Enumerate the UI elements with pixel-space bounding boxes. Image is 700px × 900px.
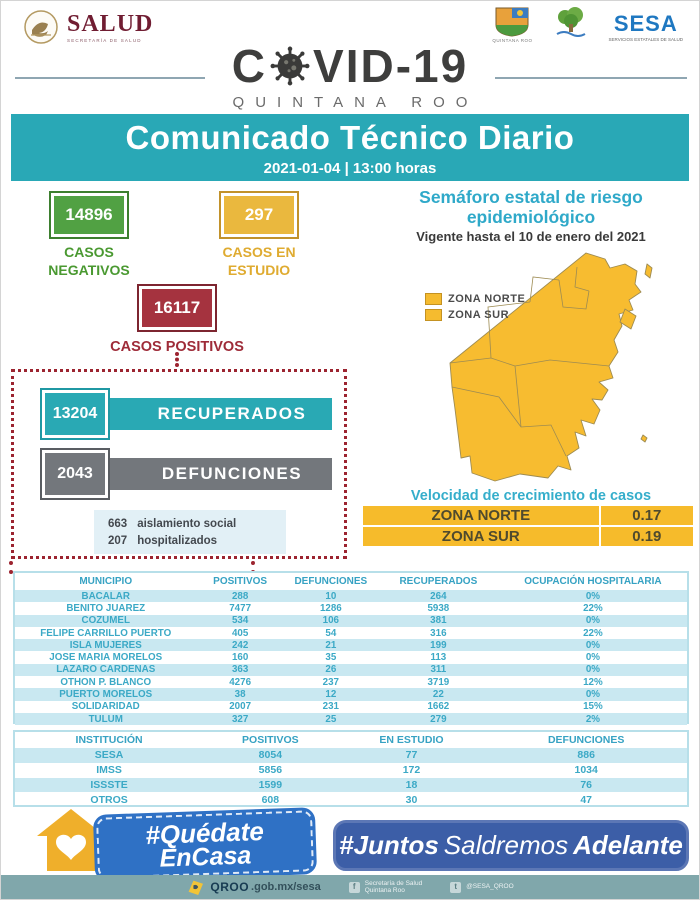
cell-ocupacion: 0% [585,590,600,602]
table-row [15,778,687,793]
table-row [15,701,687,713]
cell-defunciones: 26 [325,664,337,676]
cell-defunciones: 1286 [319,602,342,614]
study-cases-value: 297 [219,191,299,239]
cell-municipio: COZUMEL [81,615,130,627]
cell-ocupacion: 22% [583,627,603,639]
cell-institucion: IMSS [96,764,122,777]
state-map-icon [429,249,699,487]
municipalities-table-header [15,573,687,590]
cell-defunciones: 231 [322,701,340,713]
cell-defunciones: 76 [580,778,593,791]
cell-defunciones: 237 [322,676,340,688]
cell-ocupacion: 22% [583,602,603,614]
cell-positivos: 327 [231,713,249,725]
table-row [15,602,687,614]
dotted-connector [175,352,179,367]
cell-positivos: 38 [234,689,246,701]
recovered-value: 13204 [40,388,110,440]
cell-defunciones: 47 [580,793,593,806]
negative-cases-value: 14896 [49,191,129,239]
col-defunciones: DEFUNCIONES [547,734,625,746]
map-legend [425,293,525,325]
positive-cases-label: CASOS POSITIVOS [110,339,244,355]
active-cases-detail-box [94,510,286,554]
cell-defunciones: 12 [325,689,337,701]
cell-en-estudio: 18 [405,778,418,791]
cell-recuperados: 311 [430,664,447,676]
quedate-line2: EnCasa [159,840,252,873]
cell-municipio: LAZARO CARDENAS [56,664,156,676]
growth-velocity-table [363,506,693,548]
shield-caption: QUINTANA ROO [492,38,533,43]
facebook-icon: f [349,882,360,893]
municipalities-table-body [15,590,687,725]
velocity-row-north [363,506,693,525]
cell-positivos: 363 [231,664,249,676]
cell-institucion: SESA [94,749,124,762]
title-c: C [231,40,268,92]
sesa-logo [609,7,683,42]
isolation-row [108,518,286,530]
positive-breakdown-box [11,369,347,559]
cell-defunciones: 106 [322,615,340,627]
cell-ocupacion: 12% [583,676,603,688]
juntos-word2: Saldremos [443,830,569,860]
table-row [15,651,687,663]
col-ocupacion: OCUPACIÓN HOSPITALARIA [524,576,662,587]
banner-datetime: 2021-01-04 | 13:00 horas [263,160,437,177]
juntos-saldremos-banner [333,820,689,871]
table-row [15,627,687,639]
table-row [15,676,687,688]
quedate-line1: #Quédate [144,815,265,850]
cell-municipio: SOLIDARIDAD [71,701,140,713]
deaths-bar: DEFUNCIONES [72,458,332,490]
institutions-table-body [15,748,687,807]
legend-row-south [425,309,525,321]
cell-recuperados: 316 [430,627,447,639]
shield-icon [493,7,531,37]
cell-positivos: 8054 [258,749,283,762]
cell-defunciones: 886 [577,749,595,762]
cell-positivos: 7477 [229,602,252,614]
zone-south-swatch [425,309,442,321]
quedate-en-casa-badge [96,810,314,879]
website-link[interactable] [186,879,320,895]
cell-municipio: FELIPE CARRILLO PUERTO [40,627,172,639]
hospitalized-value: 207 [108,534,128,547]
cell-ocupacion: 2% [585,713,600,725]
header-logos-right [492,7,683,43]
table-row [15,639,687,651]
cell-defunciones: 25 [325,713,337,725]
tree-logo [551,7,591,39]
cell-en-estudio: 77 [405,749,418,762]
cell-recuperados: 113 [430,652,447,664]
cell-positivos: 1599 [258,778,283,791]
footer-bar [1,875,699,899]
traffic-light-validity: Vigente hasta el 10 de enero del 2021 [416,229,646,244]
qroo-flag-icon [186,879,204,895]
cell-defunciones: 21 [325,639,337,651]
salud-logo [23,9,153,45]
cell-positivos: 2007 [229,701,252,713]
sesa-caption: SERVICIOS ESTATALES DE SALUD [608,37,683,42]
recovered-bar: RECUPERADOS [72,398,332,430]
cell-recuperados: 199 [430,639,447,651]
deaths-value: 2043 [40,448,110,500]
quintana-roo-shield-logo [492,7,532,43]
twitter-link[interactable] [450,882,513,893]
cell-positivos: 5856 [258,764,283,777]
cell-municipio: PUERTO MORELOS [59,689,153,701]
hospitalized-row [108,535,286,547]
virus-icon [269,45,311,87]
table-row [15,615,687,627]
velocity-row-south [363,527,693,546]
col-positivos: POSITIVOS [242,734,299,746]
hospitalized-label: hospitalizados [137,534,218,547]
table-row [15,748,687,763]
facebook-label-line2: Quintana Roo [364,887,405,894]
cell-municipio: BACALAR [81,590,130,602]
cell-en-estudio: 30 [405,793,418,806]
cell-ocupacion: 15% [583,701,603,713]
traffic-light-title: Semáforo estatal de riesgo epidemiológico [419,187,643,228]
study-cases-label: CASOS EN ESTUDIO [222,244,296,278]
cell-recuperados: 3719 [427,676,450,688]
col-institucion: INSTITUCIÓN [75,734,143,746]
juntos-word1: #Juntos [339,830,439,860]
daily-report-banner [11,114,689,181]
col-recuperados: RECUPERADOS [399,576,478,587]
twitter-icon: t [450,882,461,893]
eagle-emblem-icon [23,9,59,45]
cell-municipio: OTHON P. BLANCO [60,676,152,688]
cell-positivos: 405 [231,627,249,639]
cell-positivos: 242 [231,639,249,651]
institutions-table [13,730,689,807]
table-row [15,763,687,778]
cell-en-estudio: 172 [402,764,421,777]
table-row [15,590,687,602]
salud-caption: SECRETARÍA DE SALUD [67,37,142,43]
institutions-table-header [15,732,687,748]
cell-institucion: OTROS [90,793,128,806]
facebook-link[interactable] [349,880,422,895]
cell-municipio: ISLA MUJERES [69,639,142,651]
cell-recuperados: 381 [430,615,447,627]
salud-wordmark: SALUD [67,10,154,37]
cell-defunciones: 54 [325,627,337,639]
quintana-roo-map [429,249,699,487]
cell-defunciones: 10 [325,590,337,602]
cell-positivos: 288 [231,590,249,602]
zone-south-label: ZONA SUR [448,309,510,321]
website-domain: QROO [210,880,250,894]
zone-north-swatch [425,293,442,305]
banner-title: Comunicado Técnico Diario [125,119,575,156]
cell-recuperados: 264 [430,590,447,602]
title-rest: VID-19 [313,40,469,92]
cell-ocupacion: 0% [585,652,600,664]
table-row [15,664,687,676]
juntos-word3: Adelante [573,830,683,860]
cell-ocupacion: 0% [585,639,600,651]
col-positivos: POSITIVOS [213,576,268,587]
cell-positivos: 534 [231,615,249,627]
legend-row-north [425,293,525,305]
cell-recuperados: 22 [432,689,444,701]
table-row [15,792,687,807]
cell-positivos: 4276 [229,676,252,688]
title-subtitle: QUINTANA ROO [232,94,479,111]
isolation-value: 663 [108,517,128,530]
velocity-value: 0.17 [632,507,662,524]
table-row [15,688,687,700]
col-defunciones: DEFUNCIONES [294,576,368,587]
cell-defunciones: 1034 [574,764,598,777]
cell-municipio: TULUM [88,713,123,725]
cell-recuperados: 5938 [427,602,450,614]
cell-ocupacion: 0% [585,664,600,676]
negative-cases-label: CASOS NEGATIVOS [48,244,130,278]
cell-municipio: JOSE MARIA MORELOS [49,652,163,664]
twitter-handle: @SESA_QROO [466,883,514,891]
velocity-zone: ZONA SUR [363,527,601,546]
velocity-value: 0.19 [632,528,662,545]
positive-cases-value: 16117 [137,284,217,332]
col-en-estudio: EN ESTUDIO [379,734,444,746]
website-path: .gob.mx/sesa [251,881,321,893]
municipalities-table [13,571,689,724]
cell-defunciones: 35 [325,652,337,664]
cell-municipio: BENITO JUAREZ [66,602,146,614]
cell-ocupacion: 0% [585,615,600,627]
col-municipio: MUNICIPIO [79,576,133,587]
zone-north-label: ZONA NORTE [448,293,526,305]
cell-recuperados: 1662 [427,701,450,713]
cell-institucion: ISSSTE [90,778,128,791]
growth-velocity-title: Velocidad de crecimiento de casos [410,488,652,504]
cell-positivos: 160 [231,652,249,664]
cell-recuperados: 279 [430,713,447,725]
sesa-wordmark: SESA [613,11,678,36]
facebook-label-line1: Secretaría de Salud [364,879,423,887]
tree-icon [551,7,591,39]
cell-positivos: 608 [261,793,280,806]
velocity-zone: ZONA NORTE [363,506,601,525]
cell-ocupacion: 0% [585,689,600,701]
isolation-label: aislamiento social [137,517,237,530]
table-row [15,713,687,725]
